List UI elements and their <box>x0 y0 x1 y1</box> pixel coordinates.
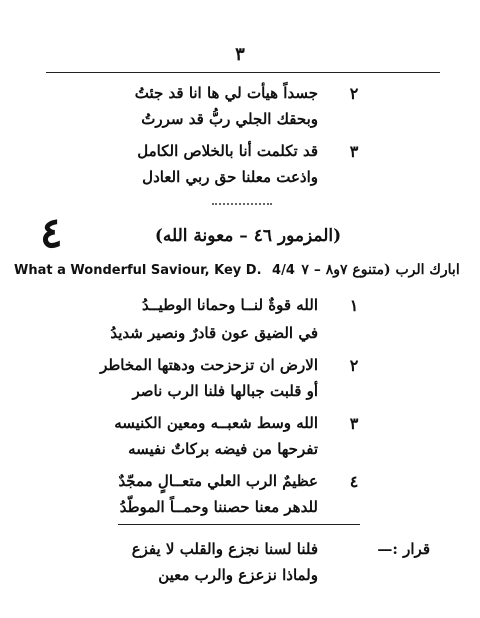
section-divider <box>212 203 272 205</box>
stanza-number: ٣ <box>349 414 359 433</box>
chorus-rule <box>118 524 360 525</box>
stanza-number: ٢ <box>349 84 359 103</box>
hymn-title: (المزمور ٤٦ – معونة الله) <box>154 226 342 246</box>
verse-line: الله وسط شعبــه ومعين الكنيسه <box>114 414 318 432</box>
verse-line: تفرحها من فيضه بركاتٌ نفيسه <box>128 440 318 458</box>
tune-english: What a Wonderful Saviour, Key D. <box>14 263 262 278</box>
tune-meter: 4/4 <box>272 263 295 278</box>
verse-line: للدهر معنا حصننا وحمــاً الموطّدُ <box>119 498 318 516</box>
verse-line: أو قلبت جبالها فلنا الرب ناصر <box>132 382 318 400</box>
chorus-line: ولماذا نزعزع والرب معين <box>158 566 318 584</box>
verse-line: في الضيق عون قادرٌ ونصير شديدُ <box>110 324 318 342</box>
chorus-line: فلنا لسنا نجزع والقلب لا يفزع <box>131 540 318 558</box>
stanza-number: ٣ <box>349 142 359 161</box>
chorus-label: قرار :— <box>377 540 430 558</box>
verse-line: وبحقك الجلي ربُّ قد سررتُ <box>141 110 318 128</box>
verse-line: واذعت معلنا حق ربي العادل <box>142 168 318 186</box>
stanza-number: ١ <box>349 296 359 315</box>
hymn-number: ٤ <box>40 208 63 257</box>
stanza-number: ٤ <box>349 472 359 491</box>
tune-arabic: ابارك الرب (متنوع ٧و٨ – ٧ <box>301 262 460 278</box>
verse-line: الله قوةٌ لنــا وحمانا الوطيــدُ <box>142 296 318 314</box>
verse-line: الارض ان تزحزحت ودهتها المخاطر <box>100 356 318 374</box>
verse-line: جسداً هيأت لي ها انا قد جئتُ <box>134 84 318 102</box>
stanza-number: ٢ <box>349 356 359 375</box>
tune-line <box>14 262 466 278</box>
verse-line: عظيمٌ الرب العلي متعــالٍ ممجّدٌ <box>118 472 318 490</box>
page-number: ٣ <box>235 44 245 65</box>
top-rule <box>46 72 440 73</box>
verse-line: قد تكلمت أنا بالخلاص الكامل <box>137 142 318 160</box>
